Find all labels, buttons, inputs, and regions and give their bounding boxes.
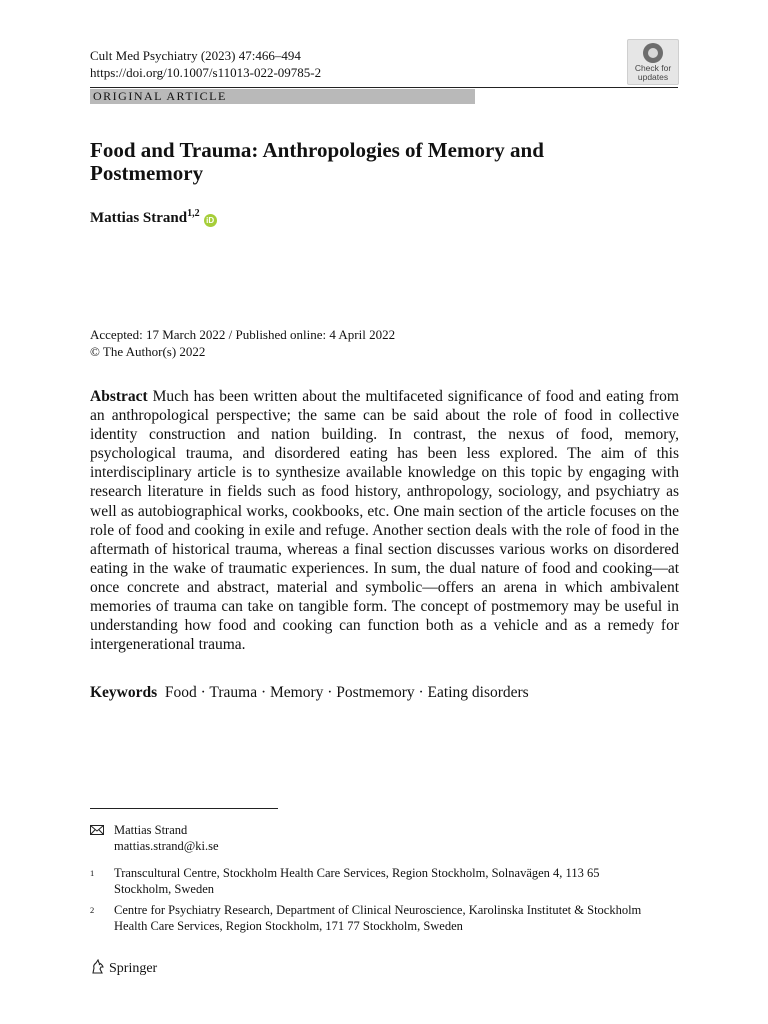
affiliation-2 xyxy=(90,902,659,934)
check-for-updates-badge[interactable] xyxy=(627,39,679,85)
publisher-footer xyxy=(90,959,157,978)
correspondence-name: Mattias Strand xyxy=(114,823,188,837)
affiliation-text: Centre for Psychiatry Research, Department of Clinical Neuroscience, Karolinska Institutet & Stockholm Health Care Services, Region Stockholm, 171 77 Stockholm, Sweden xyxy=(114,903,642,933)
orcid-icon[interactable]: iD xyxy=(204,214,217,227)
author-line xyxy=(90,205,217,227)
article-type-bar: ORIGINAL ARTICLE xyxy=(90,89,475,104)
footnote-rule xyxy=(90,808,278,809)
envelope-icon xyxy=(90,825,104,835)
publication-dates xyxy=(90,326,395,360)
springer-horse-icon xyxy=(90,959,106,975)
article-title: Food and Trauma: Anthropologies of Memory and Postmemory xyxy=(90,138,544,185)
journal-header xyxy=(90,47,321,81)
keywords-label: Keywords xyxy=(90,684,158,701)
author-affiliation-refs: 1,2 xyxy=(187,208,200,219)
dates-line: Accepted: 17 March 2022 / Published online: 4 April 2022 xyxy=(90,327,396,342)
affiliation-text: Transcultural Centre, Stockholm Health Care Services, Region Stockholm, Solnavägen 4, 113 65 Stockholm, Sweden xyxy=(114,866,600,896)
abstract xyxy=(90,387,679,654)
keywords-text: Food · Trauma · Memory · Postmemory · Eating disorders xyxy=(164,684,529,701)
affiliation-number: 1 xyxy=(90,868,95,878)
abstract-text: Much has been written about the multifaceted significance of food and eating from an anthropological perspective; the same can be said about the role of food in collective identity construction and nation building. In contrast, the nexus of food, memory, psychological trauma, and disordered eating has been less explored. The aim of this interdisciplinary article is to synthesize available knowledge on this topic by engaging with research literature in fields such as food history, anthropology, sociology, and psychiatry as well as autobiographical works, cookbooks, etc. One main section of the article focuses on the role of food and cooking in exile and refuge. Another section deals with the role of food in the aftermath of historical trauma, whereas a final section discusses various works on disordered eating in the wake of traumatic experiences. In sum, the dual nature of food and cooking—at once concrete and abstract, material and symbolic—offers an arena in which ambivalent memories of trauma can take on tangible form. The concept of postmemory may be useful in understanding how food and cooking can function both as a vehicle and as a remedy for intergenerational trauma. xyxy=(90,388,679,654)
affiliation-number: 2 xyxy=(90,905,95,915)
author-name: Mattias Strand xyxy=(90,210,188,226)
affiliation-1 xyxy=(90,865,659,897)
abstract-label: Abstract xyxy=(90,388,148,405)
header-rule xyxy=(90,87,678,88)
correspondence xyxy=(90,822,219,854)
keywords xyxy=(90,683,529,702)
publisher-name: Springer xyxy=(109,961,158,976)
check-badge-line1: Check for xyxy=(634,63,672,73)
copyright-line: © The Author(s) 2022 xyxy=(90,344,206,359)
journal-doi[interactable]: https://doi.org/10.1007/s11013-022-09785-2 xyxy=(90,65,322,80)
check-updates-icon xyxy=(643,43,663,63)
correspondence-email[interactable]: mattias.strand@ki.se xyxy=(114,839,219,853)
journal-citation: Cult Med Psychiatry (2023) 47:466–494 xyxy=(90,48,301,63)
check-badge-line2: updates xyxy=(637,72,669,82)
